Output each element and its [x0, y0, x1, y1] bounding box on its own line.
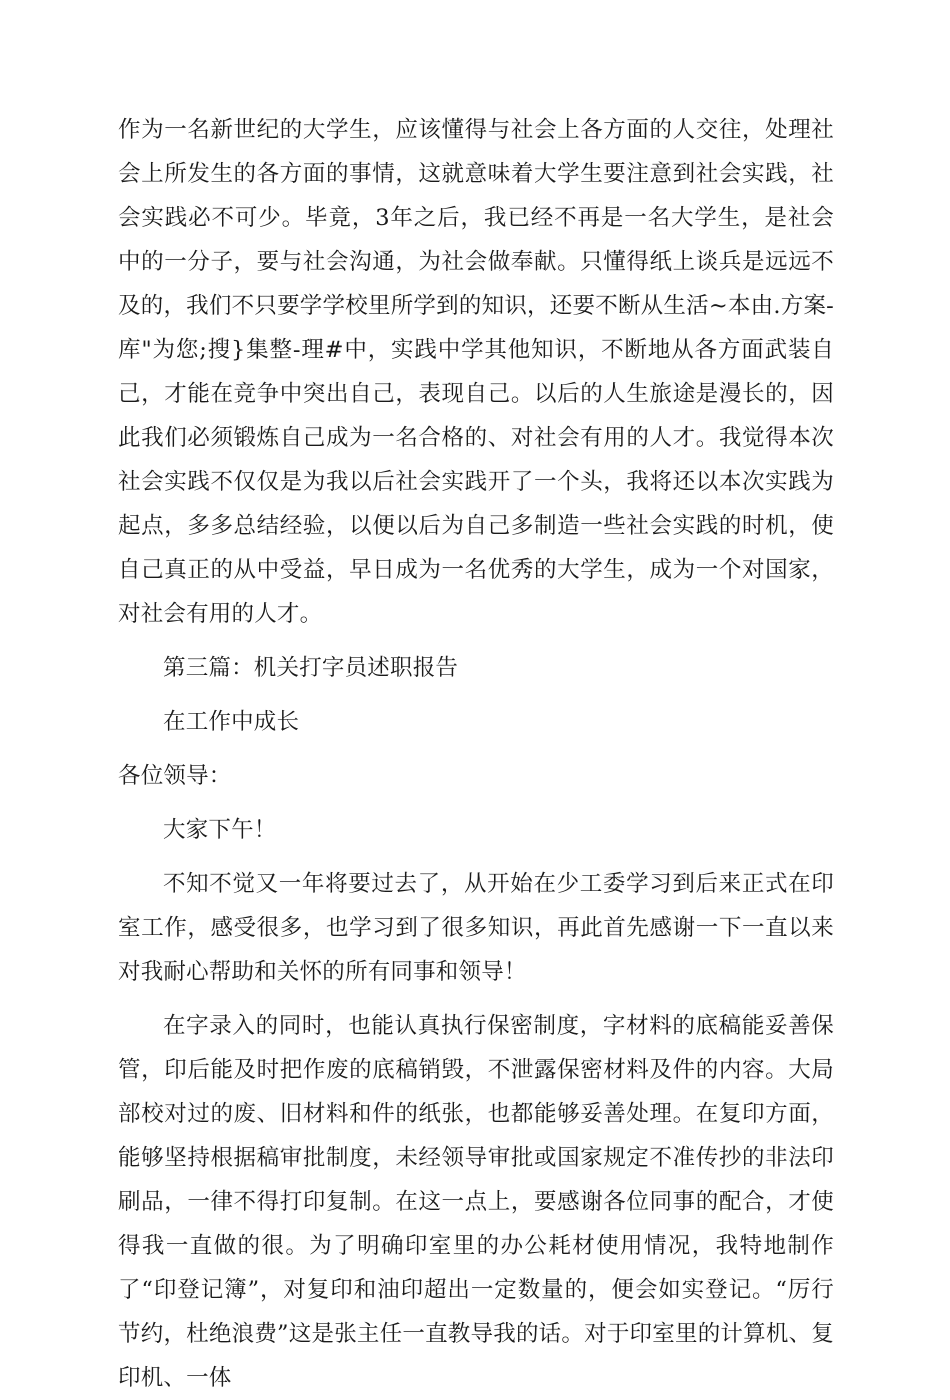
body-paragraph: 不知不觉又一年将要过去了，从开始在少工委学习到后来正式在印室工作，感受很多，也学习到了很多知识，再此首先感谢一下一直以来对我耐心帮助和关怀的所有同事和领导！ [118, 871, 834, 985]
greeting: 大家下午！ [163, 817, 277, 843]
salutation: 各位领导： [118, 763, 232, 789]
section-heading: 第三篇：机关打字员述职报告 [163, 655, 459, 681]
report-subtitle: 在工作中成长 [163, 709, 300, 735]
document-page [118, 108, 834, 1400]
body-paragraph: 在字录入的同时，也能认真执行保密制度，字材料的底稿能妥善保管，印后能及时把作废的底稿销毁，不泄露保密材料及件的内容。大局部校对过的废、旧材料和件的纸张，也都能够妥善处理。在复印方面，能够坚持根据稿审批制度，未经领导审批或国家规定不准传抄的非法印刷品，一律不得打印复制。在这一点上，要感谢各位同事的配合，才使得我一直做的很。为了明确印室里的办公耗材使用情况，我特地制作了“印登记簿”，对复印和油印超出一定数量的，便会如实登记。“厉行节约，杜绝浪费”这是张主任一直教导我的话。对于印室里的计算机、复印机、一体 [118, 1013, 834, 1391]
body-paragraph: 作为一名新世纪的大学生，应该懂得与社会上各方面的人交往，处理社会上所发生的各方面的事情，这就意味着大学生要注意到社会实践，社会实践必不可少。毕竟，3年之后，我已经不再是一名大学生，是社会中的一分子，要与社会沟通，为社会做奉献。只懂得纸上谈兵是远远不及的，我们不只要学学校里所学到的知识，还要不断从生活~本由.方案-库"为您;搜}集整-理#中，实践中学其他知识，不断地从各方面武装自己，才能在竞争中突出自己，表现自己。以后的人生旅途是漫长的，因此我们必须锻炼自己成为一名合格的、对社会有用的人才。我觉得本次社会实践不仅仅是为我以后社会实践开了一个头，我将还以本次实践为起点，多多总结经验，以便以后为自己多制造一些社会实践的时机，使自己真正的从中受益，早日成为一名优秀的大学生，成为一个对国家，对社会有用的人才。 [118, 117, 834, 627]
